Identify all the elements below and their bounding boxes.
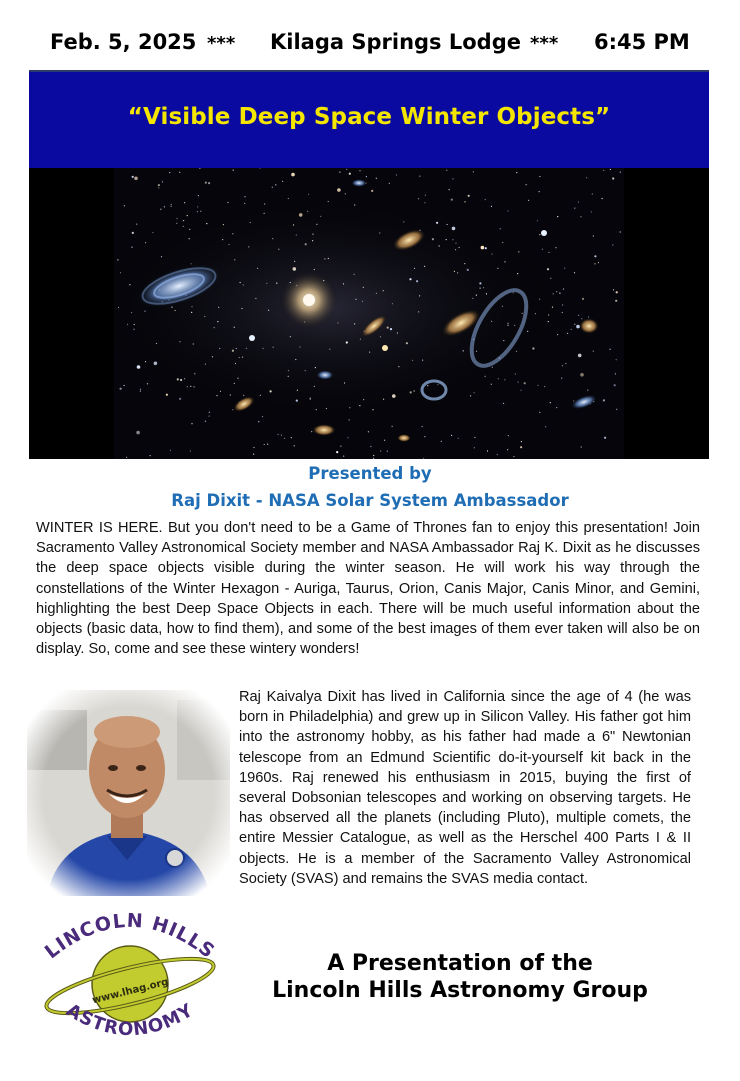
- event-venue: Kilaga Springs Lodge: [270, 30, 521, 54]
- presenter-portrait: [27, 690, 230, 896]
- presenter-bio: Raj Kaivalya Dixit has lived in California since the age of 4 (he was born in Philadelphia) and grew up in Silicon Valley. His father got him into the astronomy hobby, as his father had made a 6" Newtonian telescope from an Edmund Scientific do-it-yourself kit back in the 1960s. Raj renewed his enthusiasm in 2015, buying the first of several Dobsonian telescopes and working on observing targets. He has observed all the planets (including Pluto), multiple comets, the entire Messier Catalogue, as well as the Herschel 400 Parts I & II objects. He is a member of the Sacramento Valley Astronomical Society (SVAS) and remains the SVAS media contact.: [239, 689, 691, 887]
- event-time: 6:45 PM: [594, 30, 690, 54]
- separator: ***: [530, 33, 559, 54]
- galaxy-field-illustration: [29, 168, 709, 459]
- footer-credit: [240, 950, 680, 1004]
- lhag-logo: [30, 900, 230, 1050]
- footer-line-1: A Presentation of the: [327, 951, 593, 976]
- footer-line-2: Lincoln Hills Astronomy Group: [272, 978, 648, 1003]
- logo-bottom-text: ASTRONOMY: [62, 999, 198, 1041]
- separator: ***: [207, 33, 236, 54]
- deep-space-image: [29, 168, 709, 459]
- event-date: Feb. 5, 2025: [50, 30, 197, 54]
- title-banner: [29, 70, 709, 170]
- event-description: WINTER IS HERE. But you don't need to be a Game of Thrones fan to enjoy this presentation! Join Sacramento Valley Astronomical Society member and NASA Ambassador Raj K. Dixit as he discusses the deep space objects visible during the winter season. He will work his way through the constellations of the Winter Hexagon - Auriga, Taurus, Orion, Canis Major, Canis Minor, and Gemini, highlighting the best Deep Space Objects in each. There will be much useful information about the objects (basic data, how to find them), and some of the best images of them ever taken will also be on display. So, come and see these wintery wonders!: [36, 520, 700, 658]
- presenter-name: Raj Dixit - NASA Solar System Ambassador: [171, 491, 569, 510]
- event-info-line: [0, 30, 740, 62]
- logo-top-text: LINCOLN HILLS: [40, 909, 220, 964]
- logo-url: www.lhag.org: [91, 976, 170, 1007]
- presented-by-label: Presented by: [308, 464, 432, 483]
- presentation-title: “Visible Deep Space Winter Objects”: [127, 104, 611, 130]
